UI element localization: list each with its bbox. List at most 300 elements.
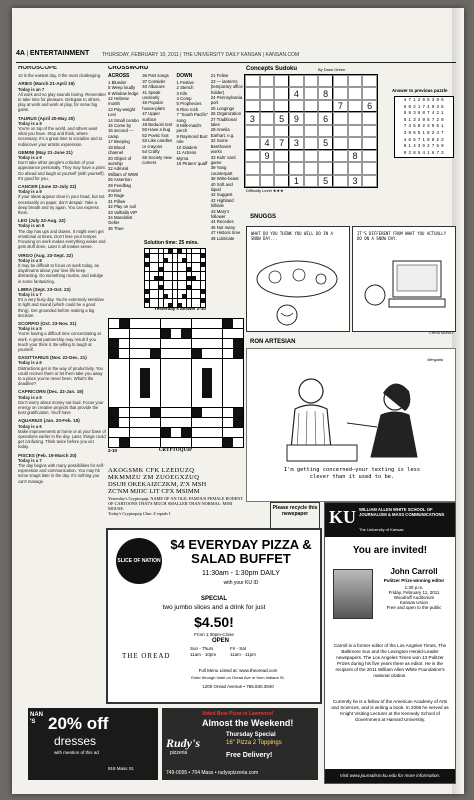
horoscope-sign: VIRGO (Aug. 23-Sept. 22) xyxy=(18,252,73,258)
horoscope-rating: Today is a 6 xyxy=(18,394,42,400)
entrance-note: Enter through hotel on Oread Ave or from Indiana St. xyxy=(191,675,285,680)
crossword-clue: 29 Feedbag morsel xyxy=(108,182,131,193)
crossword-clue: 37 Consider xyxy=(142,78,166,84)
sudoku-cell xyxy=(304,162,319,174)
crossword-cell xyxy=(119,349,129,358)
crossword-cell xyxy=(196,299,200,303)
crossword-cell xyxy=(171,359,181,368)
crossword-cell xyxy=(119,438,129,447)
crossword-clue: 6 Rice rock xyxy=(176,106,198,112)
horoscope-entry xyxy=(18,453,106,484)
sudoku-cell xyxy=(362,175,377,187)
open-hours-1: 11am - 10pm xyxy=(190,652,217,657)
cryptoquip-line-2: MKMMZU ZM ZUOEGXZUQ xyxy=(108,474,200,481)
crossword-cell xyxy=(187,281,191,285)
sudoku-answer-row: 4 6 5 7 1 9 8 2 3 xyxy=(403,136,445,142)
crossword-cell xyxy=(182,249,186,253)
sudoku-cell: 6 xyxy=(362,100,377,112)
horoscope-sign: CANCER (June 22-July 22) xyxy=(18,184,77,190)
cryptoquip-answer: Yesterday's Cryptoquip: NAME OF AN OLD, FAMOUS FEMALE RODENT OF CARTOONS THAT'S MUCH SMALLER THAN NORMAL: MINI MOUSE. xyxy=(108,496,243,511)
crossword-cell xyxy=(154,254,158,258)
crossword-cell xyxy=(150,272,154,276)
nans-brand: NAN'S xyxy=(30,712,43,725)
crossword-clue: 49 Beduoin tent xyxy=(142,122,173,128)
sudoku-cell xyxy=(304,87,319,99)
crossword-cell xyxy=(150,254,154,258)
sudoku-cell xyxy=(245,175,260,187)
crossword-cell xyxy=(192,272,196,276)
sudoku-cell: 7 xyxy=(274,137,289,149)
crossword-cell xyxy=(202,329,212,338)
crossword-cell xyxy=(154,285,158,289)
crossword-cell xyxy=(233,438,243,447)
crossword-cell xyxy=(109,408,119,417)
page-header: 4A | ENTERTAINMENT THURSDAY, FEBRUARY 10, 2011 | THE UNIVERSITY DAILY KANSAN | KANSAN.COM xyxy=(16,50,456,63)
sudoku-cell xyxy=(348,137,363,149)
open-label: OPEN xyxy=(212,638,230,644)
crossword-clue: 38 Write-beast xyxy=(210,176,239,182)
crossword-cell xyxy=(212,349,222,358)
crossword-cell xyxy=(192,290,196,294)
horoscope-text: It may be difficult to focus on work today, as daydreams about your love life keep distracting. Do something routine, and indulge in some fantasizing. xyxy=(18,262,104,284)
horoscope-sign: ARIES (March 21-April 19) xyxy=(18,81,75,87)
crossword-clue: 27 Traditional tales xyxy=(210,116,237,128)
cryptoquip-title: CRYPTOQUIP xyxy=(158,448,193,453)
horoscope-text: The day begins with many possibilities for self-expression and communication. You may hit some snags later in the day. It's nothing you can't manage. xyxy=(18,463,105,484)
crossword-clue: 40 Albacore xyxy=(142,84,165,90)
crossword-cell xyxy=(192,438,202,447)
sudoku-answer-row: 8 1 4 3 6 2 7 5 9 xyxy=(403,143,445,149)
crossword-cell xyxy=(119,378,129,387)
sudoku-cell xyxy=(260,87,275,99)
crossword-cell xyxy=(202,398,212,407)
crossword-cell xyxy=(192,329,202,338)
crossword-cell xyxy=(223,319,233,328)
crossword-clue: 36 Part songs xyxy=(142,73,169,79)
crossword-cell xyxy=(145,281,149,285)
nans-offer: 20% off xyxy=(48,714,109,733)
crossword-cell xyxy=(154,267,158,271)
crossword-cell xyxy=(233,339,243,348)
crossword-clue: 9 Raymond Burr role xyxy=(176,133,208,145)
sudoku-cell xyxy=(260,100,275,112)
crossword-cell xyxy=(140,388,150,397)
crossword-cell xyxy=(178,263,182,267)
horoscope-column xyxy=(18,66,106,651)
crossword-clue: 16 second --- camp xyxy=(108,128,134,139)
menu-url[interactable]: Full Menu Listed at: www.theoread.com xyxy=(198,668,278,673)
crossword-cell xyxy=(178,281,182,285)
ku-invite: You are invited! xyxy=(352,545,428,556)
crossword-cell xyxy=(161,398,171,407)
sudoku-answer-row: 6 1 3 4 9 5 7 2 8 xyxy=(403,116,445,122)
crossword-clue: 32 Play on soil xyxy=(108,204,136,210)
crossword-cell xyxy=(178,272,182,276)
crossword-cell xyxy=(192,285,196,289)
buffet-id: with your KU ID xyxy=(223,580,259,586)
crossword-cell xyxy=(150,339,160,348)
sudoku-cell xyxy=(348,100,363,112)
crossword-cell xyxy=(201,281,205,285)
crossword-cell xyxy=(161,359,171,368)
crossword-cell xyxy=(159,276,163,280)
crossword-cell xyxy=(192,359,202,368)
crossword-clue: 40 Soft and liquid xyxy=(210,181,233,192)
crossword-cell xyxy=(173,281,177,285)
crossword-cell xyxy=(130,329,140,338)
crossword-cell xyxy=(187,285,191,289)
crossword-cell xyxy=(192,368,202,377)
crossword-clue: 39 Yang counterpart xyxy=(210,165,233,176)
solution-time: Solution time: 25 mins. xyxy=(144,240,199,246)
horoscope-rating: Today is a 7 xyxy=(18,291,42,297)
crossword-cell xyxy=(212,408,222,417)
crossword-cell xyxy=(192,319,202,328)
crossword-cell xyxy=(145,285,149,289)
horoscope-text: The day has ups and downs. It might even get emotional at times. Don't lose your temper. Focusing on work makes everything easier and gets stuff done. Later it all makes sense. xyxy=(18,228,106,250)
snuggs-title: SNUGGS xyxy=(250,214,277,220)
cryptoquip-clue: Today's Cryptoquip Clue: Z equals I xyxy=(108,511,171,516)
sudoku-answer-row: 3 9 6 5 1 8 2 4 7 xyxy=(403,129,445,135)
crossword-cell xyxy=(140,378,150,387)
crossword-cell xyxy=(164,272,168,276)
crossword-cell xyxy=(145,276,149,280)
crossword-cell xyxy=(154,299,158,303)
crossword-cell xyxy=(164,281,168,285)
horoscope-entry xyxy=(18,116,106,147)
crossword-cell xyxy=(173,258,177,262)
sudoku-cell xyxy=(245,87,260,99)
horoscope-rating: Today is a 5 xyxy=(18,326,42,332)
crossword-cell xyxy=(140,438,150,447)
horoscope-entry xyxy=(18,253,106,284)
sudoku-cell xyxy=(289,125,304,137)
ron-artesian-comic xyxy=(246,348,456,502)
crossword-cell xyxy=(223,378,233,387)
crossword-cell xyxy=(109,329,119,338)
crossword-cell xyxy=(150,281,154,285)
crossword-cell xyxy=(154,263,158,267)
crossword-cell xyxy=(223,428,233,437)
crossword-cell xyxy=(109,368,119,377)
sudoku-cell: 8 xyxy=(348,150,363,162)
horoscope-sign: PISCES (Feb. 19-March 20) xyxy=(18,452,77,458)
sudoku-cell xyxy=(274,162,289,174)
snuggs-panel-2 xyxy=(352,226,456,332)
crossword-cell xyxy=(168,249,172,253)
crossword-cell xyxy=(150,285,154,289)
horoscope-text: Distractions get in the way of productivity. You could recover them or let them take you away to a place you've never been. What's the deadline? xyxy=(18,365,103,387)
sudoku-cell xyxy=(289,150,304,162)
crossword-cell xyxy=(173,299,177,303)
horoscope-entry xyxy=(18,81,106,112)
crossword-cell xyxy=(171,349,181,358)
crossword-cell xyxy=(192,339,202,348)
crossword-clue: 53 Like candles or crayons xyxy=(142,138,173,149)
crossword-clue: 45 Popular house-plant xyxy=(142,100,165,111)
crossword-cell xyxy=(182,267,186,271)
sudoku-cell xyxy=(362,162,377,174)
snuggs-panel-1-text: WHAT DO YOU THINK YOU WILL DO IN A SNOW DAY... xyxy=(251,231,333,241)
crossword-cell xyxy=(212,418,222,427)
horoscope-entry xyxy=(18,418,106,449)
crossword-cell xyxy=(178,299,182,303)
crossword-cell xyxy=(119,398,129,407)
crossword-cell xyxy=(201,299,205,303)
ku-link[interactable]: Visit www.journalism.ku.edu for more information. xyxy=(325,769,455,783)
crossword-cell xyxy=(171,319,181,328)
crossword-cell xyxy=(119,368,129,377)
crossword-clue: 48 Lubricate xyxy=(210,235,235,241)
crossword-clue: 21 Feline xyxy=(210,73,229,79)
crossword-cell xyxy=(171,398,181,407)
sudoku-cell xyxy=(348,125,363,137)
crossword-cell xyxy=(223,398,233,407)
sudoku-answer-row: 9 2 8 5 4 1 6 7 3 xyxy=(403,149,445,155)
crossword-cell xyxy=(130,368,140,377)
horoscope-sign: LEO (July 23-Aug. 22) xyxy=(18,218,66,224)
crossword-clue: 2 Stench xyxy=(176,85,194,91)
horoscope-sign: SAGITTARIUS (Nov. 22-Dec. 21) xyxy=(18,355,87,361)
crossword-cell xyxy=(130,359,140,368)
rudys-pizzeria-ad xyxy=(162,708,318,780)
sudoku-cell xyxy=(304,137,319,149)
crossword-cell xyxy=(212,329,222,338)
crossword-clue: 24 Pennsylvania port xyxy=(210,95,243,106)
crossword-clue: 22 Admiral William of WWII xyxy=(108,166,139,177)
crossword-cell xyxy=(140,319,150,328)
crossword-cell xyxy=(192,281,196,285)
crossword-cell xyxy=(150,258,154,262)
crossword-cell xyxy=(119,428,129,437)
crossword-cell xyxy=(145,299,149,303)
crossword-cell xyxy=(173,254,177,258)
crossword-cell xyxy=(187,263,191,267)
crossword-cell xyxy=(233,418,243,427)
sudoku-answer-title: Answer to previous puzzle xyxy=(392,88,448,93)
daydream-cloud-icon xyxy=(247,249,347,329)
down-label: DOWN xyxy=(176,73,193,80)
crossword-cell xyxy=(140,408,150,417)
sudoku-cell xyxy=(333,162,348,174)
ron-artesian-caption: I'm getting concerned—your texting is less clever than it used to be. xyxy=(283,467,421,480)
sudoku-cell: 4 xyxy=(260,137,275,149)
crossword-clue: 14 Small combo xyxy=(108,117,139,123)
crossword-cell xyxy=(130,418,140,427)
event-date: Friday, February 11, 2011 xyxy=(388,590,440,595)
crossword-cell xyxy=(164,249,168,253)
sudoku-cell xyxy=(289,75,304,87)
ron-artesian-signature: Mergatta xyxy=(427,357,443,362)
sudoku-cell xyxy=(304,175,319,187)
crossword-cell xyxy=(181,368,191,377)
crossword-clue: 23 — lanterns (temporary office holder) xyxy=(210,78,243,95)
crossword-answer-grid xyxy=(144,248,206,308)
crossword-cell xyxy=(159,249,163,253)
crossword-cell xyxy=(201,285,205,289)
crossword-cell xyxy=(164,258,168,262)
event-venue: Woodruff Auditorium xyxy=(393,595,435,600)
sudoku-cell: 5 xyxy=(274,112,289,124)
crossword-cell xyxy=(109,359,119,368)
crossword-cell xyxy=(212,438,222,447)
horoscope-entry xyxy=(18,184,106,215)
crossword-cell xyxy=(119,408,129,417)
horoscope-text: All work and no play sounds boring. Remember to take time for pleasure. Delegate to others, play at work and work at play, for some big gains. xyxy=(18,91,106,113)
open-days-2: Fri - Sat xyxy=(230,646,247,651)
crossword-cell xyxy=(223,418,233,427)
crossword-grid-number: 2-10 xyxy=(108,448,118,453)
sudoku-cell xyxy=(260,125,275,137)
crossword-cell xyxy=(196,272,200,276)
open-days-1: Sun - Thurs xyxy=(190,646,214,651)
crossword-clue: 4 Comp xyxy=(176,96,192,102)
crossword-cell xyxy=(181,349,191,358)
crossword-clue: 26 Organization xyxy=(210,111,242,117)
crossword-cell xyxy=(202,428,212,437)
cryptoquip-line-1: AKOGSMK CFK LZEDUZQ xyxy=(108,467,195,474)
crossword-cell xyxy=(140,349,150,358)
horoscope-rating: Today is an 7 xyxy=(18,86,45,92)
crossword-cell xyxy=(181,438,191,447)
crossword-cell xyxy=(201,294,205,298)
crossword-cell xyxy=(130,378,140,387)
crossword-cell xyxy=(159,263,163,267)
sudoku-cell xyxy=(333,75,348,87)
crossword-cell xyxy=(140,339,150,348)
crossword-cell xyxy=(109,339,119,348)
crossword-cell xyxy=(181,359,191,368)
sudoku-cell xyxy=(274,175,289,187)
crossword-clue: 5 Weep loudly xyxy=(108,85,136,91)
horoscope-intro: 10 is the easiest day, 0 the most challenging. xyxy=(18,73,102,79)
crossword-cell xyxy=(150,408,160,417)
crossword-cell xyxy=(233,368,243,377)
crossword-clue: 46 Not many xyxy=(210,224,236,230)
crossword-cell xyxy=(161,408,171,417)
crossword-cell xyxy=(164,285,168,289)
crossword-cell xyxy=(159,254,163,258)
crossword-cell xyxy=(161,428,171,437)
crossword-clue: 10 Diadem xyxy=(176,144,198,150)
sudoku-cell: 8 xyxy=(318,87,333,99)
crossword-cell xyxy=(202,349,212,358)
crossword-clue: 52 Poetic foot xyxy=(142,132,169,138)
sudoku-difficulty: Difficulty Level ★★★ xyxy=(246,188,284,193)
crossword-clue: 32 Some Beethoven works xyxy=(210,138,232,155)
crossword-clue: 33 Valhalla VIP xyxy=(108,209,138,215)
crossword-cell xyxy=(150,267,154,271)
crossword-cell xyxy=(164,267,168,271)
crossword-cell xyxy=(168,267,172,271)
crossword-cell xyxy=(145,263,149,267)
crossword-cell xyxy=(140,368,150,377)
couple-texting-illustration xyxy=(247,353,453,471)
crossword-cell xyxy=(223,388,233,397)
crossword-cell xyxy=(130,349,140,358)
crossword-cell xyxy=(196,290,200,294)
crossword-cell xyxy=(171,418,181,427)
crossword-cell xyxy=(164,254,168,258)
crossword-cell xyxy=(154,258,158,262)
crossword-cell xyxy=(178,290,182,294)
crossword-cell xyxy=(150,388,160,397)
crossword-cell xyxy=(187,276,191,280)
crossword-clue: 30 Rage xyxy=(108,193,125,199)
crossword-cell xyxy=(159,267,163,271)
crossword-cell xyxy=(192,408,202,417)
sudoku-cell xyxy=(333,87,348,99)
horoscope-entry xyxy=(18,150,106,181)
sudoku-cell xyxy=(245,137,260,149)
horoscope-sign: SCORPIO (Oct. 23-Nov. 21) xyxy=(18,320,77,326)
crossword-cell xyxy=(192,299,196,303)
crossword-cell xyxy=(150,319,160,328)
crossword-cell xyxy=(196,263,200,267)
sudoku-cell xyxy=(260,75,275,87)
sudoku-cell xyxy=(348,162,363,174)
crossword-cell xyxy=(161,438,171,447)
crossword-cell xyxy=(161,339,171,348)
crossword-cell xyxy=(187,249,191,253)
crossword-cell xyxy=(168,258,172,262)
horoscope-sign: CAPRICORN (Dec. 22-Jan. 19) xyxy=(18,389,84,395)
horoscope-sign: GEMINI (May 21-June 21) xyxy=(18,149,73,155)
crossword-cell xyxy=(212,378,222,387)
crossword-cell xyxy=(173,267,177,271)
computer-icon xyxy=(353,251,453,331)
crossword-cell xyxy=(168,299,172,303)
crossword-clue: 1 Festive xyxy=(176,79,194,85)
crossword-cell xyxy=(159,281,163,285)
sudoku-cell: 6 xyxy=(318,112,333,124)
ku-logo: KU xyxy=(329,507,356,527)
crossword-cell xyxy=(233,378,243,387)
section-name: ENTERTAINMENT xyxy=(29,50,90,57)
sudoku-cell xyxy=(245,100,260,112)
crossword-cell xyxy=(233,428,243,437)
crossword-cell xyxy=(201,267,205,271)
crossword-cell xyxy=(181,319,191,328)
crossword-cell xyxy=(109,398,119,407)
crossword-cell xyxy=(181,378,191,387)
crossword-cell xyxy=(164,276,168,280)
crossword-cell xyxy=(161,418,171,427)
crossword-grid xyxy=(108,318,244,448)
sudoku-cell xyxy=(318,75,333,87)
horoscope-text: It's a very busy day. You're extremely sensitive to light and sound (which could be a good thing). Get grounded before making a big decision. xyxy=(18,297,105,318)
crossword-clue: 34 Mandolist Geller xyxy=(108,214,133,226)
crossword-cell xyxy=(168,285,172,289)
event-free: Free and open to the public xyxy=(386,605,442,610)
sudoku-cell: 9 xyxy=(289,112,304,124)
sudoku-cell xyxy=(318,162,333,174)
crossword-cell xyxy=(145,294,149,298)
crossword-cell xyxy=(150,378,160,387)
crossword-clue: 15 Come by xyxy=(108,123,132,129)
nans-dresses-ad xyxy=(28,708,158,780)
crossword-cell xyxy=(173,290,177,294)
crossword-cell xyxy=(201,276,205,280)
crossword-cell xyxy=(182,294,186,298)
horoscope-rating: Today is a 6 xyxy=(18,360,42,366)
buffet-headline: $4 EVERYDAY PIZZA & SALAD BUFFET xyxy=(170,537,312,566)
sudoku-cell xyxy=(304,100,319,112)
sudoku-cell xyxy=(304,125,319,137)
crossword-cell xyxy=(171,378,181,387)
horoscope-rating: Today is a 7 xyxy=(18,457,42,463)
crossword-cell xyxy=(109,428,119,437)
